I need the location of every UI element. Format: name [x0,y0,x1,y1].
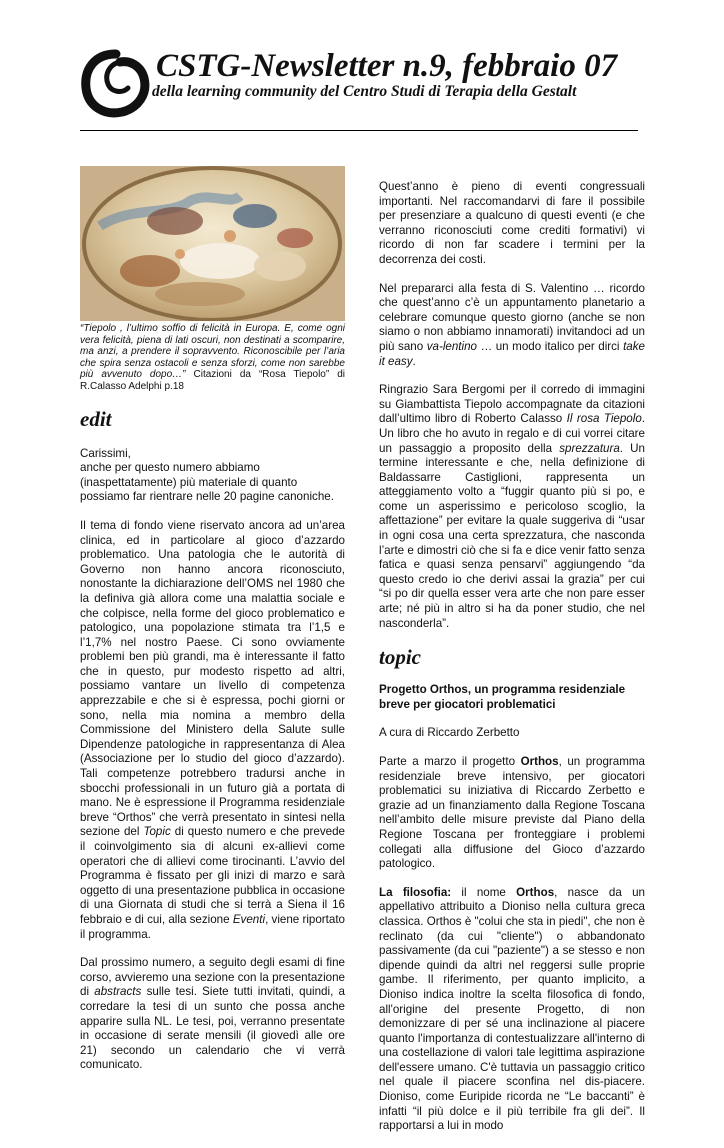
newsletter-subtitle: della learning community del Centro Studi di Terapia della Gestalt [152,83,577,100]
edit-paragraph-1: Carissimi, anche per questo numero abbiamo (inaspettatamente) più materiale di quanto possiamo far rientrare nelle 20 pagine canoniche. [80,446,334,504]
section-title-topic: topic [379,645,421,670]
topic-byline: A cura di Riccardo Zerbetto [379,726,520,740]
topic-paragraph-2: La filosofia: il nome Orthos, nasce da un appellativo attribuito a Dioniso nella cultura greca classica. Orthos è "colui che sta in piedi", che non è reclinato (da cui "cliente") o abbandonato passivamente (da cui "paziente") a se stesso e non dipende quindi da altri nel reggersi sulle proprie gambe. Il riferimento, per quanto implicito, a Dioniso indica inoltre la scelta filosofica di fondo, all'origine del presente Progetto, di non demonizzare di per sé una inclinazione al piacere quanto l'importanza di contestualizzare all'interno di una costellazione di valori tale legittima aspirazione dell'essere umano. C'è tuttavia un passaggio critico nel quale il piacere sconfina nel dis-piacere. Dioniso, come Euripide ricorda ne “Le baccanti” è infatti “il più dolce e il più terribile fra gli dei”. Il rapportarsi a lui in modo [379,885,645,1133]
right-paragraph-2: Nel prepararci alla festa di S. Valentino … ricordo che quest’anno c’è un appuntamento planetario a celebrare comunque questo giorno (anche se non siamo o non abbiamo innamorati) invitandoci ad un più sano va-lentino … un modo italico per dirci take it easy. [379,281,645,368]
cstg-logo-icon [80,48,152,120]
left-column [80,166,345,1087]
header-divider [80,130,638,131]
topic-heading: Progetto Orthos, un programma residenziale breve per giocatori problematici [379,683,626,711]
tiepolo-painting-image [80,166,345,321]
topic-paragraph-1: Parte a marzo il progetto Orthos, un programma residenziale breve intensivo, per giocatori problematici su iniziativa di Riccardo Zerbetto e grazie ad un finanziamento dalla Regione Toscana nell’ambito delle misure previste dal Piano della Regione Toscana per fronteggiare i problemi collegati alla diffusione del Gioco d’azzardo patologico. [379,755,645,871]
newsletter-header [80,40,640,135]
edit-paragraph-2: Il tema di fondo viene riservato ancora ad un’area clinica, ed in particolare al gioco d’azzardo problematico. Una patologia che le autorità di Governo non hanno ancora riconosciuto, nonostante la dichiarazione dell’OMS nel 1980 che la definiva già allora come una malattia sociale e che colpisce, nella forme del gioco problematico e patologico, una popolazione stimata tra l’1,5 e l’1,7% nel nostro Paese. Ci sono ovviamente problemi ben più grandi, ma è interessante il fatto che in questo, pur modesto rispetto ad altri, possiamo vantare un livello di competenza apprezzabile e che si è espressa, pochi giorni or sono, nella mia nomina a membro della Commissione del Ministero della Salute sulle Dipendenze patologiche in rappresentanza di Alea (Associazione per lo studio del gioco d’azzardo). Tali competenze potrebbero tradursi anche in sbocchi professionali in un futuro già a portata di mano. Ne è espressione il Programma residenziale breve “Orthos” che verrà presentato in sintesi nella sezione del Topic di questo numero e che prevede il coinvolgimento sia di alcuni ex-allievi come operatori che di allievi come tirocinanti. L’avvio del Programma è fissato per gli inizi di marzo e sarà oggetto di una presentazione pubblica in occasione di una Giornata di studi che si terrà a Siena il 16 febbraio e di cui, alla sezione Eventi, viene riportato il programma. [80,518,345,941]
newsletter-title: CSTG-Newsletter n.9, febbraio 07 [156,48,618,84]
edit-paragraph-3: Dal prossimo numero, a seguito degli esami di fine corso, avvieremo una sezione con la presentazione di abstracts sulle tesi. Siete tutti invitati, quindi, a corredare la tesi di un sunto che possa anche apparire sulla NL. Le tesi, poi, verranno presentate in occasione di serate mensili (il giovedì alle ore 21) secondo un calendario che vi verrà comunicato. [80,956,345,1072]
right-paragraph-3: Ringrazio Sara Bergomi per il corredo di immagini su Giambattista Tiepolo accompagnate da citazioni dall’ultimo libro di Roberto Calasso Il rosa Tiepolo. Un libro che ho avuto in regalo e di cui vorrei citare un passaggio a proposito della sprezzatura. Un termine interessante e che, nella definizione di Baldassarre Castiglioni, rappresenta un atteggiamento volto a “fuggir quanto più si po, e come un asperissimo e pericoloso scoglio, la affettazione” per evitare la quale suggeriva di “usar in ogni cosa una certa sprezzatura, che nasconda l’arte e dimostri ciò che si fa e dice venir fatto senza fatica e quasi senza pensarvi” aggiungendo “da questo credo io che derivi assai la grazia” per cui “si po dir quella esser vera arte che non pare esser arte; né più in altro si ha da poner studio, che nel nasconderla”. [379,383,646,630]
section-title-edit: edit [80,406,112,431]
right-paragraph-1: Quest’anno è pieno di eventi congressuali importanti. Nel raccomandarvi di fare il possibile per presenziare a qualcuno di questi eventi (e che verranno riconosciuti come crediti formativi) vi ricordo di non far scadere i termini per la decorrenza dei costi. [379,180,645,266]
right-column [379,180,645,1148]
painting-caption: “Tiepolo , l’ultimo soffio di felicità in Europa. E, come ogni vera felicità, piena di lati oscuri, non destinati a scomparire, ma anzi, a prendere il sopravvento. Riconoscibile per l’aria che spira senza ostacoli e senza sforzi, come non sarebbe più avvenuto dopo…” Citazioni da “Rosa Tiepolo” di R.Calasso Adelphi p.18 [80,323,345,392]
